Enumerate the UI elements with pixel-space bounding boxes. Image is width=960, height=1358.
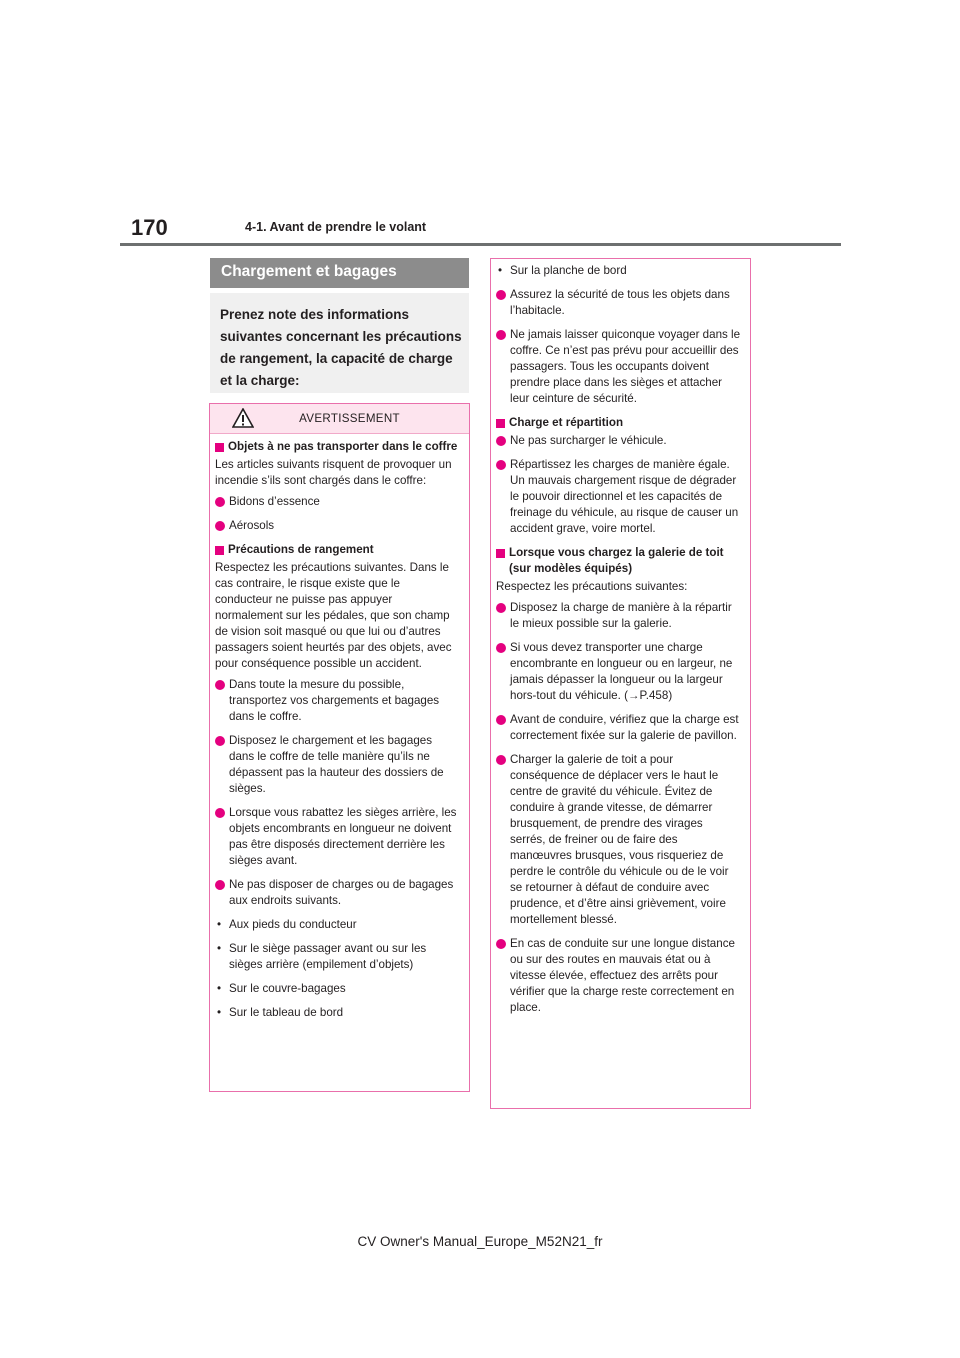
item-text: Aérosols bbox=[229, 519, 275, 532]
item-text: Disposez la charge de manière à la répartir le mieux possible sur la galerie. bbox=[510, 601, 732, 630]
circle-bullet-icon bbox=[215, 497, 225, 507]
circle-bullet-icon bbox=[496, 290, 506, 300]
item-text: Charge et répartition bbox=[509, 416, 624, 429]
item-text: Assurez la sécurité de tous les objets dans l’habitacle. bbox=[510, 288, 730, 317]
bullet-item bbox=[496, 936, 741, 1016]
item-text: Ne jamais laisser quiconque voyager dans le coffre. Ce n’est pas prévu pour accueillir des passagers. Tous les occupants doivent prendre place dans les sièges et attacher leur ceinture de sécurité. bbox=[510, 328, 741, 405]
item-text: Charger la galerie de toit a pour conséquence de déplacer vers le haut le centre de gravité du véhicule. Évitez de conduire à grande vitesse, de démarrer brusquement, de prendre des virages serrés, de freiner ou de faire des manœuvres brusques, vous risqueriez de perdre le contrôle du véhicule ou de le voir se retourner à défaut de conduire avec prudence, et d’être ainsi grièvement, voire mortellement blessé. bbox=[510, 753, 729, 926]
warning-paragraph bbox=[496, 579, 741, 595]
sub-item bbox=[215, 917, 460, 933]
item-text: Respectez les précautions suivantes. Dans le cas contraire, le risque existe que le conducteur ne puisse pas appuyer normalement sur les pédales, que son champ de vision soit masqué ou que lui ou d’autres passagers soient heurtés par des objets, avec pour conséquence possible un accident. bbox=[215, 561, 452, 670]
bullet-item bbox=[215, 518, 460, 534]
item-text: Ne pas surcharger le véhicule. bbox=[510, 434, 667, 447]
square-bullet-icon bbox=[215, 443, 224, 452]
small-bullet-icon: • bbox=[498, 264, 503, 277]
item-text: Sur le tableau de bord bbox=[229, 1006, 344, 1019]
bullet-item bbox=[496, 712, 741, 744]
item-text: En cas de conduite sur une longue distance ou sur des routes en mauvais état ou à vitesse élevée, effectuez des arrêts pour vérifier que la charge reste correctement en place. bbox=[510, 937, 735, 1014]
small-bullet-icon: • bbox=[217, 982, 222, 995]
circle-bullet-icon bbox=[215, 880, 225, 890]
circle-bullet-icon bbox=[496, 755, 506, 765]
item-text: Lorsque vous chargez la galerie de toit (sur modèles équipés) bbox=[509, 546, 724, 575]
item-text: Sur la planche de bord bbox=[510, 264, 627, 277]
warning-content-right bbox=[491, 259, 750, 1016]
item-text: Aux pieds du conducteur bbox=[229, 918, 357, 931]
warning-header bbox=[210, 404, 469, 434]
circle-bullet-icon bbox=[496, 436, 506, 446]
item-text: Si vous devez transporter une charge encombrante en longueur ou en largeur, ne jamais dépasser la longueur ou la largeur hors-tout du véhicule. (→P.458) bbox=[510, 641, 733, 702]
bullet-item bbox=[215, 877, 460, 909]
sub-item bbox=[215, 981, 460, 997]
small-bullet-icon: • bbox=[217, 942, 222, 955]
square-bullet-icon bbox=[496, 419, 505, 428]
item-text: Répartissez les charges de manière égale. Un mauvais chargement risque de dégrader le pouvoir directionnel et les capacités de freinage du véhicule, au risque de causer un accident grave, voire mortel. bbox=[510, 458, 739, 535]
footer-text: CV Owner's Manual_Europe_M52N21_fr bbox=[357, 1234, 603, 1249]
bullet-item bbox=[496, 752, 741, 928]
circle-bullet-icon bbox=[215, 736, 225, 746]
circle-bullet-icon bbox=[496, 603, 506, 613]
bullet-item bbox=[496, 327, 741, 407]
sub-item bbox=[496, 263, 741, 279]
circle-bullet-icon bbox=[496, 460, 506, 470]
bullet-item bbox=[215, 733, 460, 797]
small-bullet-icon: • bbox=[217, 918, 222, 931]
square-bullet-icon bbox=[215, 546, 224, 555]
item-text: Objets à ne pas transporter dans le coffre bbox=[228, 440, 458, 453]
item-text: Bidons d’essence bbox=[229, 495, 320, 508]
section-title-bar bbox=[210, 258, 469, 288]
intro-box bbox=[210, 293, 469, 393]
bullet-item bbox=[215, 677, 460, 725]
sub-item bbox=[215, 1005, 460, 1021]
bullet-item bbox=[215, 494, 460, 510]
intro-text: Prenez note des informations suivantes concernant les précautions de rangement, la capacité de charge et la charge: bbox=[220, 307, 462, 388]
bullet-item bbox=[496, 457, 741, 537]
section-header: 4-1. Avant de prendre le volant bbox=[245, 220, 427, 234]
item-text: Sur le siège passager avant ou sur les sièges arrière (empilement d’objets) bbox=[229, 942, 427, 971]
warning-paragraph bbox=[215, 560, 460, 672]
circle-bullet-icon bbox=[215, 808, 225, 818]
circle-bullet-icon bbox=[496, 939, 506, 949]
bullet-item bbox=[496, 287, 741, 319]
circle-bullet-icon bbox=[215, 521, 225, 531]
item-text: Sur le couvre-bagages bbox=[229, 982, 346, 995]
section-title: Chargement et bagages bbox=[221, 263, 397, 280]
item-text: Respectez les précautions suivantes: bbox=[496, 580, 688, 593]
bullet-item bbox=[215, 805, 460, 869]
header-rule bbox=[120, 243, 841, 246]
page-number: 170 bbox=[131, 215, 168, 240]
warning-content-left bbox=[210, 434, 469, 1021]
circle-bullet-icon bbox=[496, 643, 506, 653]
sub-item bbox=[215, 941, 460, 973]
item-text: Avant de conduire, vérifiez que la charge est correctement fixée sur la galerie de pavillon. bbox=[510, 713, 739, 742]
item-text: Ne pas disposer de charges ou de bagages aux endroits suivants. bbox=[229, 878, 454, 907]
bullet-item bbox=[496, 600, 741, 632]
bullet-item bbox=[496, 433, 741, 449]
warning-box-left bbox=[209, 403, 470, 1092]
item-text: Précautions de rangement bbox=[228, 543, 374, 556]
circle-bullet-icon bbox=[215, 680, 225, 690]
warning-heading bbox=[496, 545, 741, 577]
item-text: Les articles suivants risquent de provoquer un incendie s’ils sont chargés dans le coffre: bbox=[215, 458, 452, 487]
square-bullet-icon bbox=[496, 549, 505, 558]
item-text: Lorsque vous rabattez les sièges arrière, les objets encombrants en longueur ne doivent pas être disposés directement derrière les sièges avant. bbox=[229, 806, 457, 867]
warning-heading bbox=[215, 439, 460, 455]
circle-bullet-icon bbox=[496, 330, 506, 340]
warning-label: AVERTISSEMENT bbox=[299, 412, 400, 425]
circle-bullet-icon bbox=[496, 715, 506, 725]
warning-paragraph bbox=[215, 457, 460, 489]
item-text: Disposez le chargement et les bagages dans le coffre de telle manière qu’ils ne dépassent pas la hauteur des dossiers de sièges. bbox=[229, 734, 444, 795]
warning-heading bbox=[215, 542, 460, 558]
item-text: Dans toute la mesure du possible, transportez vos chargements et bagages dans le coffre. bbox=[229, 678, 440, 723]
warning-heading bbox=[496, 415, 741, 431]
small-bullet-icon: • bbox=[217, 1006, 222, 1019]
warning-box-right bbox=[490, 258, 751, 1109]
bullet-item bbox=[496, 640, 741, 704]
